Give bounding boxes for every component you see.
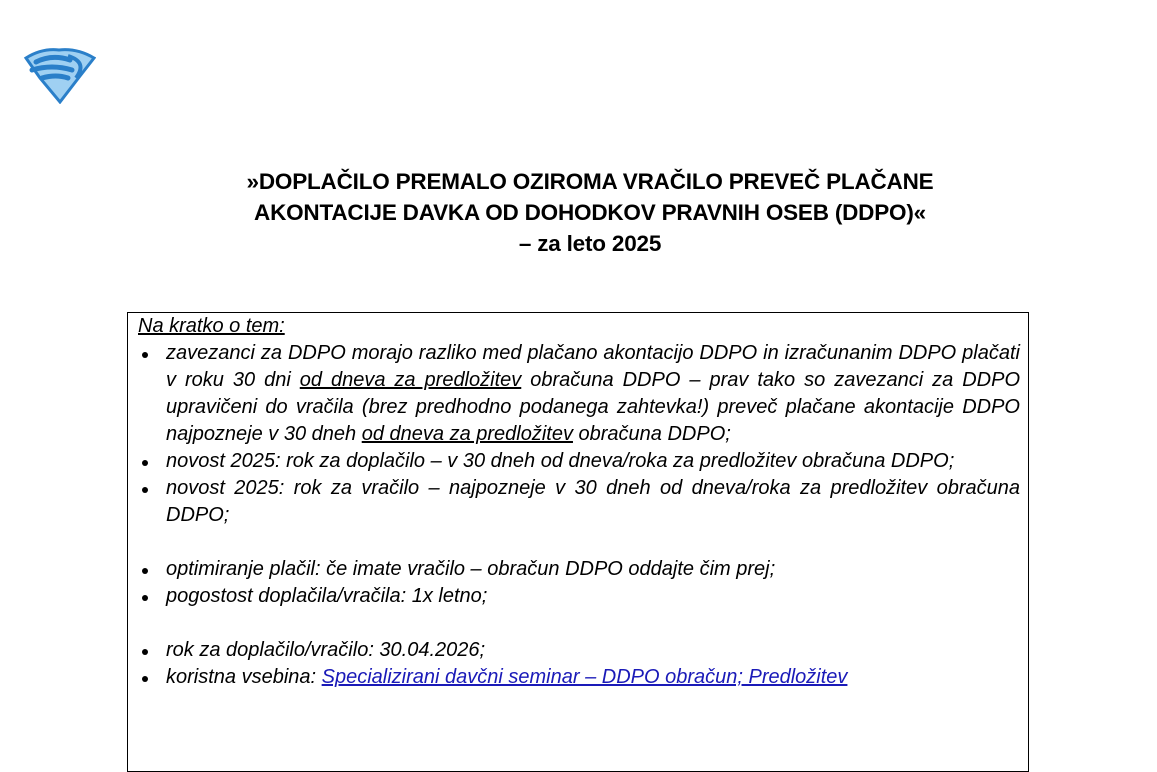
company-logo <box>22 48 96 104</box>
bullet-icon <box>142 595 148 601</box>
seminar-link[interactable]: Specializirani davčni seminar – DDPO obračun; Predložitev <box>321 666 848 688</box>
list-item <box>138 448 1020 475</box>
item-text: pogostost doplačila/vračila: 1x letno; <box>166 585 488 607</box>
item-text: obračuna DDPO; <box>572 423 731 445</box>
bullet-icon <box>142 676 148 682</box>
list-item <box>138 664 1020 691</box>
list-item <box>138 637 1020 664</box>
title-line-2: AKONTACIJE DAVKA OD DOHODKOV PRAVNIH OSEB (DDPO)« <box>254 200 926 225</box>
item-text: zavezanci za DDPO morajo razliko med plačano akontacijo DDPO in izračunanim DDPO plačati v roku 30 dni <box>166 342 1020 391</box>
document-title <box>120 166 1060 259</box>
bullet-icon <box>142 352 148 358</box>
bullet-icon <box>142 568 148 574</box>
list-item <box>138 583 1020 610</box>
item-underlined-text: od dneva za predložitev <box>299 369 522 391</box>
item-text: novost 2025: rok za vračilo – najpozneje v 30 dneh od dneva/roka za predložitev obračuna DDPO; <box>166 477 1020 526</box>
item-text: optimiranje plačil: če imate vračilo – obračun DDPO oddajte čim prej; <box>166 558 776 580</box>
list-item <box>138 340 1020 448</box>
title-line-1: »DOPLAČILO PREMALO OZIROMA VRAČILO PREVEČ PLAČANE <box>246 169 934 194</box>
logo-shield-icon <box>22 48 96 104</box>
bullet-icon <box>142 649 148 655</box>
list-item <box>138 556 1020 583</box>
title-line-3: – za leto 2025 <box>518 231 662 256</box>
bullet-icon <box>142 487 148 493</box>
summary-heading: Na kratko o tem: <box>138 315 285 337</box>
item-underlined-text: od dneva za predložitev <box>361 423 573 445</box>
list-item <box>138 475 1020 529</box>
summary-box <box>127 312 1029 772</box>
item-text: obračuna DDPO – prav tako so zavezanci za DDPO upravičeni do vračila (brez predhodno podanega zahtevka!) preveč plačane akontacije DDPO najpozneje v 30 dneh <box>166 369 1021 445</box>
summary-list <box>138 340 1020 691</box>
item-text: novost 2025: rok za doplačilo – v 30 dneh od dneva/roka za predložitev obračuna DDPO; <box>166 450 955 472</box>
item-text: rok za doplačilo/vračilo: 30.04.2026; <box>166 639 486 661</box>
bullet-icon <box>142 460 148 466</box>
item-text: koristna vsebina: <box>166 666 322 688</box>
